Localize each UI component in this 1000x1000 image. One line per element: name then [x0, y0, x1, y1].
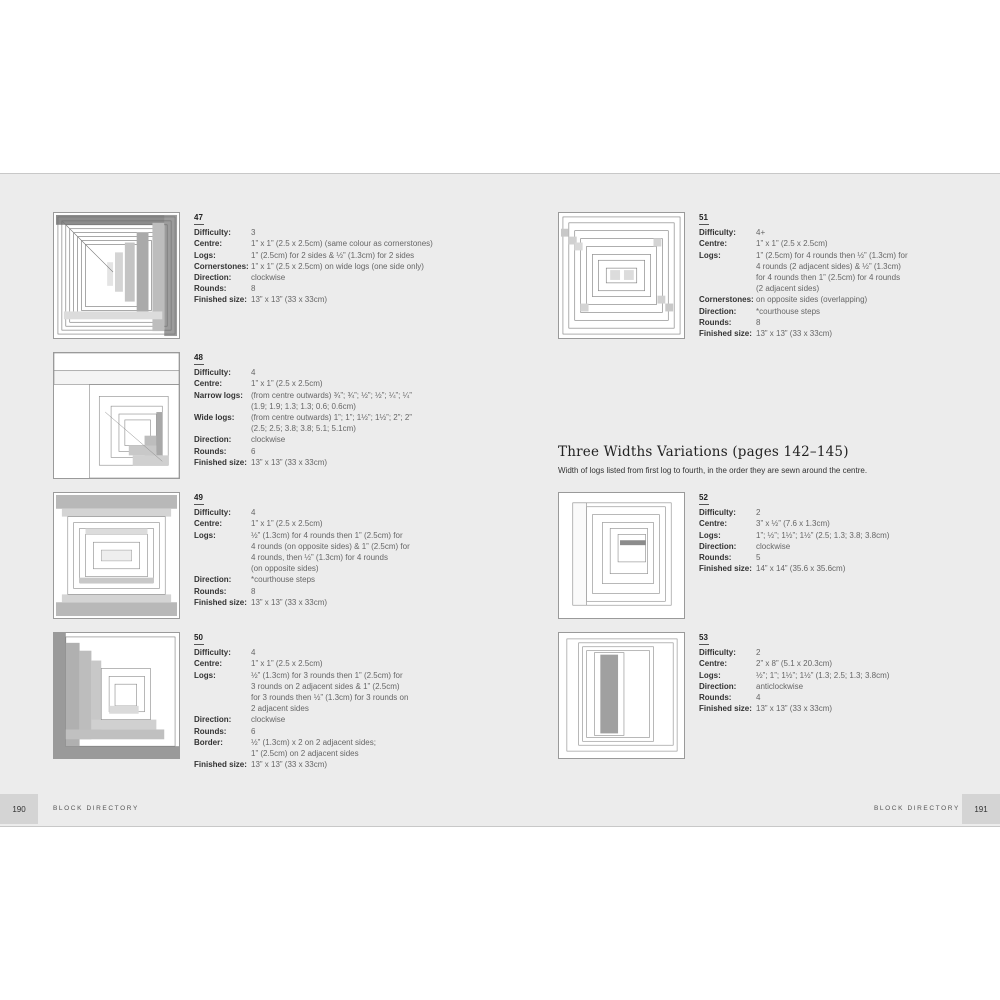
spec-value: 3” x ½” (7.6 x 1.3cm): [756, 519, 830, 529]
spec-row: [194, 250, 434, 261]
number-rule: [699, 644, 709, 645]
spec-value: 4: [251, 368, 256, 378]
spec-value: 1” x 1” (2.5 x 2.5cm): [251, 379, 323, 389]
spec-row: [194, 412, 434, 434]
spec-value: clockwise: [251, 273, 286, 283]
spec-value: 4: [251, 648, 256, 658]
spec-label: Direction:: [699, 541, 737, 551]
block-53-diagram: [558, 632, 685, 759]
spec-label: Logs:: [699, 670, 721, 680]
spec-label: Rounds:: [194, 446, 227, 456]
spec-row: [699, 563, 939, 574]
spec-row: [194, 507, 434, 518]
spec-value: 2: [756, 508, 761, 518]
spec-value: 4: [756, 693, 761, 703]
block-48-specs: [194, 367, 434, 468]
spec-label: Direction:: [699, 681, 737, 691]
spec-row: [699, 681, 939, 692]
book-spread: [0, 173, 1000, 827]
spec-value: *courthouse steps: [251, 575, 316, 585]
spec-value: 14” x 14” (35.6 x 35.6cm): [756, 564, 846, 574]
spec-label: Rounds:: [699, 553, 732, 563]
spec-row: [194, 726, 434, 737]
spec-row: [699, 518, 939, 529]
spec-value: 2” x 8” (5.1 x 20.3cm): [756, 659, 833, 669]
spec-value: (from centre outwards) ¾”; ¾”; ½”; ½”; ¼”; ¼” (1.9; 1.9; 1.3; 1.3; 0.6; 0.6cm): [251, 390, 412, 411]
spec-label: Finished size:: [194, 760, 247, 770]
spec-value: 8: [251, 586, 256, 596]
spec-row: [699, 306, 939, 317]
spec-label: Finished size:: [699, 704, 752, 714]
spec-row: [699, 227, 939, 238]
spec-row: [194, 586, 434, 597]
spec-row: [699, 530, 939, 541]
spec-row: [194, 759, 434, 770]
spec-value: 1” (2.5cm) for 2 sides & ½” (1.3cm) for 2 sides: [251, 250, 415, 260]
left-page: [0, 174, 500, 826]
block-47-svg: [54, 213, 179, 338]
spec-value: 13” x 13” (33 x 33cm): [756, 329, 833, 339]
spec-label: Difficulty:: [699, 228, 736, 238]
spec-value: 1” x 1” (2.5 x 2.5cm): [251, 659, 323, 669]
spec-value: 13” x 13” (33 x 33cm): [251, 457, 328, 467]
block-50-diagram: [53, 632, 180, 759]
spec-label: Direction:: [194, 715, 232, 725]
block-49-specs: [194, 507, 434, 608]
spec-value: ½” (1.3cm) x 2 on 2 adjacent sides; 1” (2.5cm) on 2 adjacent sides: [251, 737, 376, 759]
spec-row: [194, 238, 434, 249]
spec-label: Direction:: [699, 306, 737, 316]
block-50-specs: [194, 647, 434, 770]
spec-row: [699, 692, 939, 703]
spec-row: [194, 530, 434, 575]
block-48-svg: [54, 353, 179, 478]
spec-row: [194, 434, 434, 445]
number-rule: [699, 504, 709, 505]
spec-label: Cornerstones:: [699, 295, 754, 305]
section-title: Three Widths Variations (pages 142–145): [558, 444, 849, 460]
spec-label: Difficulty:: [699, 648, 736, 658]
spec-label: Centre:: [194, 659, 223, 669]
block-52-specs: [699, 507, 939, 574]
spec-row: [194, 446, 434, 457]
spec-label: Direction:: [194, 575, 232, 585]
spec-label: Rounds:: [699, 693, 732, 703]
block-50-info: [194, 632, 434, 770]
spec-value: ½”; 1”; 1½”; 1½” (1.3; 2.5; 1.3; 3.8cm): [756, 670, 890, 680]
spec-value: 6: [251, 726, 256, 736]
spec-row: [699, 317, 939, 328]
spec-row: [194, 518, 434, 529]
block-number: 47: [194, 213, 203, 222]
spec-row: [699, 294, 939, 305]
block-49-info: [194, 492, 434, 608]
spec-label: Direction:: [194, 273, 232, 283]
spec-value: 13” x 13” (33 x 33cm): [756, 704, 833, 714]
right-page: [500, 174, 1000, 826]
section-description: Width of logs listed from first log to fourth, in the order they are sewn around the centre.: [558, 466, 868, 475]
spec-label: Border:: [194, 737, 223, 747]
spec-label: Rounds:: [194, 726, 227, 736]
spec-row: [699, 541, 939, 552]
spec-row: [194, 658, 434, 669]
spec-row: [699, 250, 939, 295]
block-49-svg: [54, 493, 179, 618]
spec-value: 1” x 1” (2.5 x 2.5cm) (same colour as cornerstones): [251, 239, 433, 249]
block-52-svg: [559, 493, 684, 618]
right-page-number: 191: [962, 794, 1000, 824]
block-50-svg: [54, 633, 179, 758]
block-47-diagram: [53, 212, 180, 339]
spec-label: Logs:: [699, 530, 721, 540]
number-rule: [194, 364, 204, 365]
spec-value: 1” (2.5cm) for 4 rounds then ½” (1.3cm) for 4 rounds (2 adjacent sides) & ½” (1.3cm) for 4 rounds then 1” (2.5cm) for 4 rounds (2 adjacent sides): [756, 250, 908, 294]
block-52-info: [699, 492, 939, 574]
spec-row: [194, 367, 434, 378]
spec-row: [194, 272, 434, 283]
spec-label: Finished size:: [699, 329, 752, 339]
spec-value: 4+: [756, 228, 766, 238]
spec-row: [194, 714, 434, 725]
spec-label: Difficulty:: [194, 648, 231, 658]
number-rule: [194, 224, 204, 225]
spec-label: Cornerstones:: [194, 261, 249, 271]
block-47-specs: [194, 227, 434, 305]
spec-row: [194, 597, 434, 608]
block-51-info: [699, 212, 939, 339]
number-rule: [699, 224, 709, 225]
block-number: 53: [699, 633, 708, 642]
block-47-info: [194, 212, 434, 306]
right-running-footer: BLOCK DIRECTORY: [874, 805, 960, 812]
spec-value: 3: [251, 228, 256, 238]
spec-label: Centre:: [699, 239, 728, 249]
spec-label: Finished size:: [194, 457, 247, 467]
spec-label: Logs:: [699, 250, 721, 260]
spec-value: (from centre outwards) 1”; 1”; 1½”; 1½”; 2”; 2” (2.5; 2.5; 3.8; 3.8; 5.1; 5.1cm): [251, 413, 412, 434]
spec-label: Difficulty:: [194, 228, 231, 238]
spec-label: Wide logs:: [194, 413, 235, 423]
spec-row: [194, 378, 434, 389]
spec-label: Narrow logs:: [194, 390, 243, 400]
spec-label: Finished size:: [699, 564, 752, 574]
left-running-footer: BLOCK DIRECTORY: [53, 805, 139, 812]
spec-value: 1” x 1” (2.5 x 2.5cm) on wide logs (one side only): [251, 261, 424, 271]
spec-value: 2: [756, 648, 761, 658]
block-53-svg: [559, 633, 684, 758]
spec-row: [699, 703, 939, 714]
block-48-info: [194, 352, 434, 468]
spec-row: [194, 283, 434, 294]
spec-value: 4: [251, 508, 256, 518]
number-rule: [194, 504, 204, 505]
spec-value: clockwise: [756, 541, 791, 551]
spec-row: [194, 647, 434, 658]
spec-label: Centre:: [194, 379, 223, 389]
spec-value: 5: [756, 553, 761, 563]
spec-label: Difficulty:: [194, 508, 231, 518]
spec-label: Finished size:: [194, 295, 247, 305]
block-48-diagram: [53, 352, 180, 479]
spec-label: Rounds:: [194, 284, 227, 294]
spec-row: [194, 457, 434, 468]
spec-label: Logs:: [194, 670, 216, 680]
spec-row: [194, 574, 434, 585]
spec-row: [699, 658, 939, 669]
spec-value: 1” x 1” (2.5 x 2.5cm): [756, 239, 828, 249]
spec-value: clockwise: [251, 435, 286, 445]
block-number: 48: [194, 353, 203, 362]
spec-label: Logs:: [194, 530, 216, 540]
block-51-diagram: [558, 212, 685, 339]
block-number: 49: [194, 493, 203, 502]
spec-value: *courthouse steps: [756, 306, 821, 316]
spec-label: Centre:: [194, 519, 223, 529]
spec-row: [699, 552, 939, 563]
spec-row: [194, 294, 434, 305]
spec-value: on opposite sides (overlapping): [756, 295, 868, 305]
block-49-diagram: [53, 492, 180, 619]
block-51-svg: [559, 213, 684, 338]
block-number: 50: [194, 633, 203, 642]
left-page-number: 190: [0, 794, 38, 824]
block-number: 52: [699, 493, 708, 502]
spec-value: 8: [756, 317, 761, 327]
spec-value: 1”; ½”; 1½”; 1½” (2.5; 1.3; 3.8; 3.8cm): [756, 530, 890, 540]
block-51-specs: [699, 227, 939, 339]
spec-value: ½” (1.3cm) for 4 rounds then 1” (2.5cm) for 4 rounds (on opposite sides) & 1” (2.5cm) for 4 rounds, then ½” (1.3cm) for 4 rounds (on opposite sides): [251, 530, 410, 574]
spec-label: Difficulty:: [699, 508, 736, 518]
spec-row: [194, 227, 434, 238]
spec-value: 6: [251, 446, 256, 456]
spec-row: [194, 737, 434, 759]
spec-value: anticlockwise: [756, 681, 804, 691]
block-52-diagram: [558, 492, 685, 619]
spec-value: 13” x 13” (33 x 33cm): [251, 760, 328, 770]
spec-row: [699, 238, 939, 249]
block-53-specs: [699, 647, 939, 714]
spec-label: Centre:: [194, 239, 223, 249]
spec-label: Direction:: [194, 435, 232, 445]
spec-value: 13” x 13” (33 x 33cm): [251, 295, 328, 305]
spec-value: 1” x 1” (2.5 x 2.5cm): [251, 519, 323, 529]
spec-value: 13” x 13” (33 x 33cm): [251, 597, 328, 607]
spec-value: clockwise: [251, 715, 286, 725]
spec-label: Centre:: [699, 519, 728, 529]
spec-label: Finished size:: [194, 597, 247, 607]
spec-row: [699, 670, 939, 681]
spec-label: Rounds:: [699, 317, 732, 327]
spec-row: [699, 507, 939, 518]
spec-value: ½” (1.3cm) for 3 rounds then 1” (2.5cm) for 3 rounds on 2 adjacent sides & 1” (2.5cm) for 3 rounds then ½” (1.3cm) for 3 rounds on 2 adjacent sides: [251, 670, 409, 714]
spec-row: [194, 261, 434, 272]
spec-label: Rounds:: [194, 586, 227, 596]
spec-value: 8: [251, 284, 256, 294]
spec-label: Centre:: [699, 659, 728, 669]
spec-row: [194, 390, 434, 412]
spec-row: [699, 647, 939, 658]
spec-label: Logs:: [194, 250, 216, 260]
block-number: 51: [699, 213, 708, 222]
block-53-info: [699, 632, 939, 714]
spec-row: [194, 670, 434, 715]
spec-label: Difficulty:: [194, 368, 231, 378]
number-rule: [194, 644, 204, 645]
spec-row: [699, 328, 939, 339]
